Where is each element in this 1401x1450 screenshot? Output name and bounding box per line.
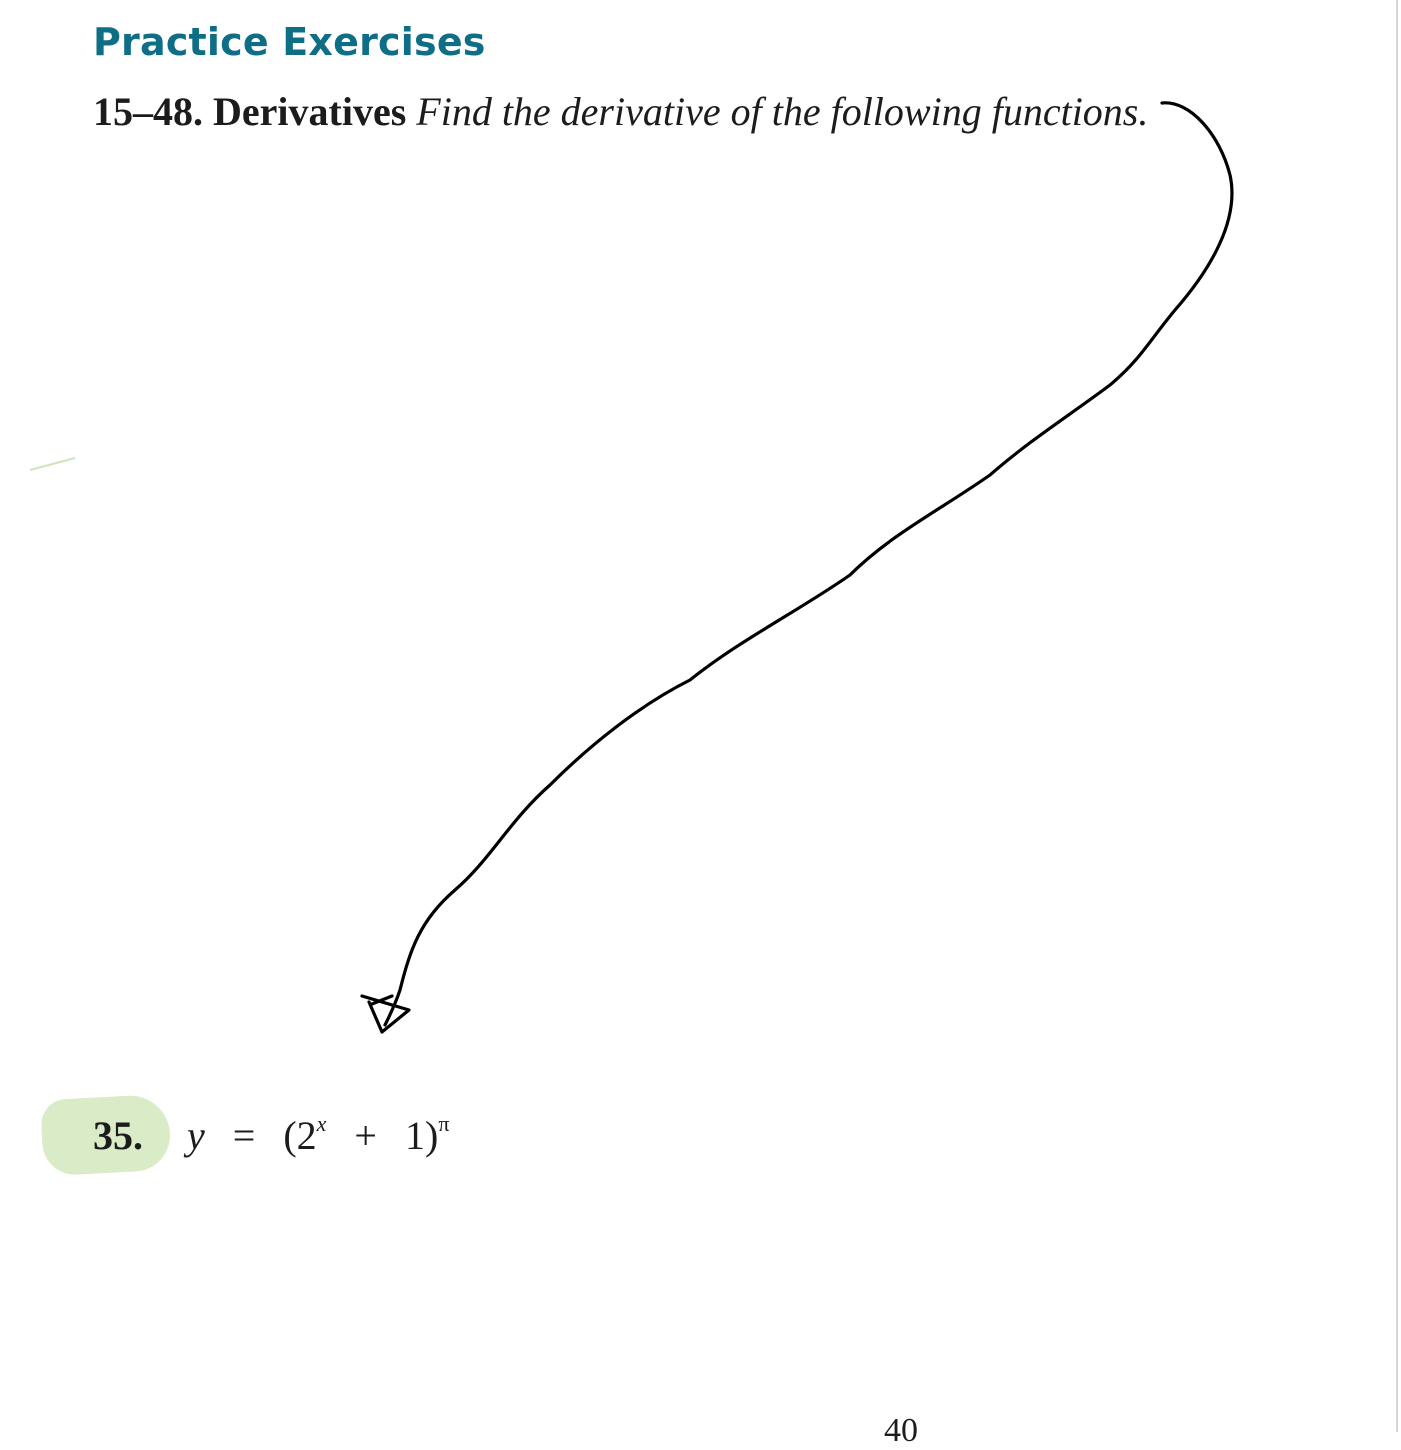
base-exponent: x	[316, 1110, 327, 1136]
exercise-range: 15–48.	[93, 89, 203, 134]
close-paren: )	[424, 1113, 439, 1158]
exercise-instructions	[93, 88, 1148, 135]
arrow-head-icon	[362, 996, 409, 1032]
exercise-prompt: Find the derivative of the following functions.	[416, 89, 1149, 134]
open-paren: (	[283, 1113, 297, 1158]
exercise-topic: Derivatives	[213, 89, 407, 134]
stray-mark	[30, 458, 75, 470]
outer-exponent: π	[438, 1110, 450, 1136]
equals-sign: =	[232, 1113, 256, 1158]
page-edge	[1396, 0, 1398, 1432]
exercise-35	[93, 1112, 449, 1159]
equation-constant: 1	[404, 1113, 425, 1158]
page-number: 40	[884, 1412, 918, 1449]
plus-sign: +	[354, 1113, 377, 1158]
equation-base: 2	[296, 1113, 317, 1158]
equation-lhs: y	[187, 1113, 205, 1158]
arrow-curve	[385, 103, 1232, 1025]
exercise-number: 35.	[93, 1113, 143, 1158]
section-title: Practice Exercises	[93, 20, 486, 64]
